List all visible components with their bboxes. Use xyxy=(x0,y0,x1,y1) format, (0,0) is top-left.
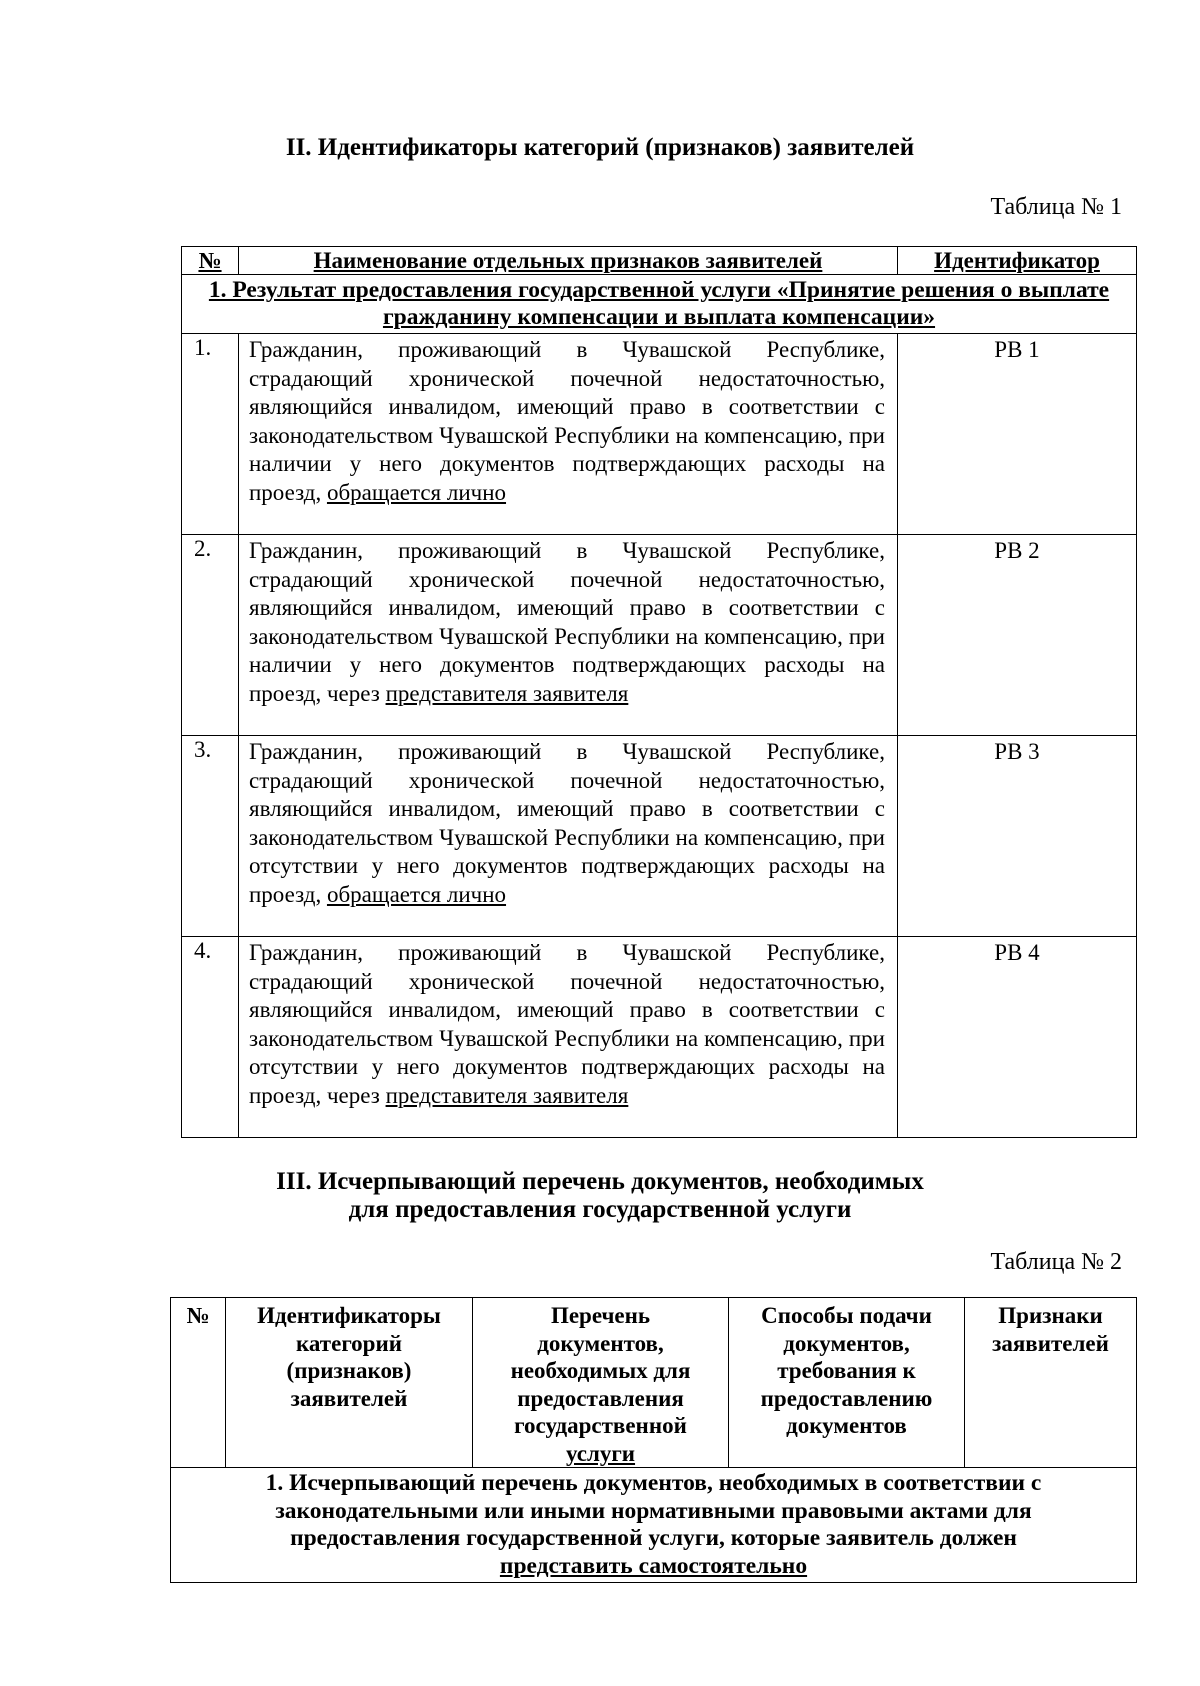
group-title-line: представить самостоятельно xyxy=(499,1552,808,1579)
group-title-line: законодательными или иными нормативными правовыми актами для xyxy=(275,1497,1032,1524)
header-line: документов, xyxy=(783,1330,910,1356)
row-description xyxy=(239,937,898,1138)
header-line: предоставлению xyxy=(760,1385,933,1411)
header-line: Идентификаторы xyxy=(257,1303,441,1328)
row-description-text: Гражданин, проживающий в Чувашской Республике, страдающий хронической почечной недостаточностью, являющийся инвалидом, имеющий право в соответствии с законодательством Чувашской Республики на компенсацию, при наличии у него документов подтверждающих расходы на проезд, через xyxy=(249,538,885,706)
header-line: (признаков) xyxy=(286,1358,412,1383)
header-line: заявителей xyxy=(290,1385,408,1411)
row-number: 3. xyxy=(182,736,239,937)
row-description xyxy=(239,736,898,937)
group-title: 1. Результат предоставления государственной услуги «Принятие решения о выплате гражданину компенсации и выплата компенсации» xyxy=(182,275,1137,334)
header-line: требования к xyxy=(777,1358,916,1383)
section-2-title: II. Идентификаторы категорий (признаков) заявителей xyxy=(285,134,915,161)
row-description-end: представителя заявителя xyxy=(385,1082,629,1108)
row-description-end: обращается лично xyxy=(326,881,507,907)
header-identifier: Идентификатор xyxy=(898,247,1137,275)
header-name: Наименование отдельных признаков заявителей xyxy=(239,247,898,275)
table-row xyxy=(182,535,1137,736)
header-applicant-signs xyxy=(965,1298,1137,1468)
row-description-end: представителя заявителя xyxy=(385,680,629,706)
table-group-row xyxy=(171,1468,1137,1583)
header-line: категорий xyxy=(296,1330,402,1356)
table-header-row xyxy=(171,1298,1137,1468)
row-number: 4. xyxy=(182,937,239,1138)
section-3-title-line-2: для предоставления государственной услуги xyxy=(348,1196,852,1223)
section-3-title xyxy=(0,1168,1200,1224)
header-line: заявителей xyxy=(992,1330,1109,1356)
row-description xyxy=(239,334,898,535)
row-number: 1. xyxy=(182,334,239,535)
row-identifier: РВ 3 xyxy=(898,736,1137,937)
row-description-text: Гражданин, проживающий в Чувашской Республике, страдающий хронической почечной недостаточностью, являющийся инвалидом, имеющий право в соответствии с законодательством Чувашской Республики на компенсацию, при наличии у него документов подтверждающих расходы на проезд, xyxy=(249,337,885,505)
table-row xyxy=(182,736,1137,937)
header-num-text: № xyxy=(186,1303,210,1328)
row-description-text: Гражданин, проживающий в Чувашской Республике, страдающий хронической почечной недостаточностью, являющийся инвалидом, имеющий право в соответствии с законодательством Чувашской Республики на компенсацию, при отсутствии у него документов подтверждающих расходы на проезд, xyxy=(249,739,885,907)
row-identifier: РВ 2 xyxy=(898,535,1137,736)
table-1-caption: Таблица № 1 xyxy=(990,194,1122,220)
group-title xyxy=(171,1468,1137,1583)
row-description xyxy=(239,535,898,736)
header-line: необходимых для xyxy=(510,1358,691,1383)
header-documents-list xyxy=(473,1298,729,1468)
table-2-caption: Таблица № 2 xyxy=(990,1249,1122,1275)
table-row xyxy=(182,334,1137,535)
table-header-row xyxy=(182,247,1137,275)
header-line: Признаки xyxy=(998,1303,1103,1328)
row-description-end: обращается лично xyxy=(326,479,507,505)
header-line: документов xyxy=(786,1413,907,1438)
group-title-line: предоставления государственной услуги, которые заявитель должен xyxy=(290,1525,1017,1551)
table-group-row xyxy=(182,275,1137,334)
group-title-line: 1. Исчерпывающий перечень документов, необходимых в соответствии с xyxy=(265,1470,1042,1496)
header-line: предоставления xyxy=(517,1385,684,1411)
row-description-text: Гражданин, проживающий в Чувашской Республике, страдающий хронической почечной недостаточностью, являющийся инвалидом, имеющий право в соответствии с законодательством Чувашской Республики на компенсацию, при отсутствии у него документов подтверждающих расходы на проезд, через xyxy=(249,940,885,1108)
row-number: 2. xyxy=(182,535,239,736)
section-3-title-line-1: III. Исчерпывающий перечень документов, необходимых xyxy=(276,1168,924,1195)
header-line: услуги xyxy=(565,1440,636,1466)
header-line: Перечень xyxy=(550,1303,651,1328)
documents-list-table xyxy=(170,1297,1137,1583)
header-submission-methods xyxy=(729,1298,965,1468)
applicant-identifiers-table xyxy=(181,246,1137,1138)
header-num: № xyxy=(182,247,239,275)
row-identifier: РВ 4 xyxy=(898,937,1137,1138)
header-line: государственной xyxy=(514,1413,687,1438)
header-num xyxy=(171,1298,226,1468)
header-line: документов, xyxy=(537,1330,664,1356)
row-identifier: РВ 1 xyxy=(898,334,1137,535)
table-row xyxy=(182,937,1137,1138)
header-line: Способы подачи xyxy=(761,1303,932,1328)
header-identifiers xyxy=(226,1298,473,1468)
